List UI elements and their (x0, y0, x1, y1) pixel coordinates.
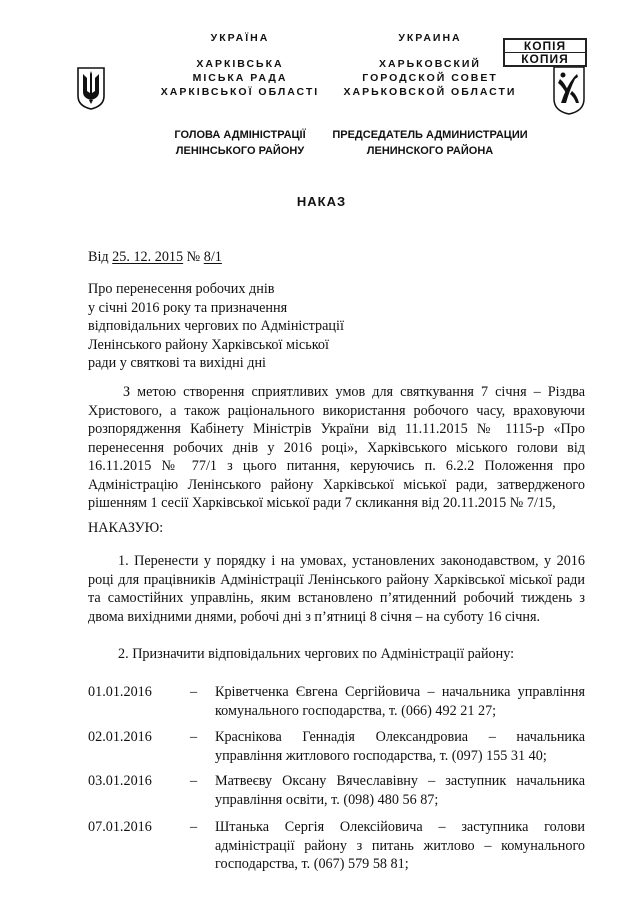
duty-dash: – (190, 773, 198, 789)
header-head-ru-line: ПРЕДСЕДАТЕЛЬ АДМИНИСТРАЦИИ (332, 129, 528, 141)
header-council-ru (325, 57, 535, 99)
order-subject (88, 280, 408, 373)
header-country-ua: УКРАЇНА (210, 32, 270, 44)
subject-line: ради у святкові та вихідні дні (88, 355, 266, 371)
header-country-ru: УКРАИНА (398, 32, 462, 44)
duty-description: Матвеєву Оксану Вячеславівну – заступник начальника управління освіти, т. (098) 480 56 87; (215, 773, 585, 808)
duty-date: 07.01.2016 (88, 819, 152, 835)
header-head-ru-line: ЛЕНИНСКОГО РАЙОНА (366, 145, 494, 157)
header-council-ua-line: МІСЬКА РАДА (192, 72, 288, 84)
copy-stamp-ru: КОПИЯ (521, 52, 569, 66)
header-head-ru (315, 127, 545, 159)
header-head-ua-line: ГОЛОВА АДМІНІСТРАЦІЇ (174, 129, 306, 141)
order-item-2: 2. Призначити відповідальних чергових по Адміністрації району: (118, 646, 515, 662)
duty-dash: – (190, 684, 198, 700)
subject-line: Ленінського району Харківської міської (88, 336, 329, 353)
order-number: 8/1 (203, 249, 222, 265)
duty-description: Кріветченка Євгена Сергійовича – начальника управління комунального господарства, т. (066) 492 21 27; (215, 684, 585, 719)
preamble-paragraph: З метою створення сприятливих умов для святкування 7 січня – Різдва Христового, а також раціонального використання робочого часу, враховуючи розпорядження Кабінету Міністрів України від 11.11.2015 № 1115-р «Про перенесення робочих днів у 2016 році», Харківського міського голови від 16.11.2015 № 77/1 з цього питання, керуючись п. 6.2.2 Положення про Адміністрацію Ленінського району Харківської міської ради, затвердженого рішенням 1 сесії Харківської міської ради 7 скликання від 20.11.2015 № 7/15, (88, 384, 585, 511)
order-item-1: 1. Перенести у порядку і на умовах, установлених законодавством, у 2016 році для працівників Адміністрації Ленінського району Харківської міської ради та самостійних управлінь, яким встановлено п’ятиденний робочий тиждень з двома вихідними днями, робочі дні з п’ятниці 8 січня – на суботу 16 січня. (88, 553, 585, 625)
header-head-ua-line: ЛЕНІНСЬКОГО РАЙОНУ (175, 145, 305, 157)
subject-line: у січні 2016 року та призначення (88, 299, 288, 316)
header-council-ru-line: ХАРЬКОВСКИЙ (379, 58, 481, 70)
header-council-ua-line: ХАРКІВСЬКОЇ ОБЛАСТІ (160, 86, 320, 98)
duty-description: Краснікова Геннадія Олександровиа – начальника управління житлового господарства, т. (097) 155 31 40; (215, 729, 585, 764)
header-council-ua-line: ХАРКІВСЬКА (196, 58, 284, 70)
subject-line: Про перенесення робочих днів (88, 281, 275, 297)
duty-description: Штанька Сергія Олексійовича – заступника голови адміністрації району з питань житлово – комунального господарства, т. (067) 579 58 81; (215, 819, 585, 872)
number-sign: № (186, 249, 201, 265)
header-council-ru-line: ГОРОДСКОЙ СОВЕТ (362, 72, 498, 84)
duty-date: 02.01.2016 (88, 729, 152, 745)
duty-dash: – (190, 819, 198, 835)
document-title: НАКАЗ (296, 194, 347, 209)
order-word: НАКАЗУЮ: (88, 520, 164, 536)
trident-icon (76, 66, 106, 110)
header-council-ru-line: ХАРЬКОВСКОЙ ОБЛАСТИ (343, 86, 517, 98)
kharkiv-coat-of-arms-icon (552, 65, 586, 115)
header-council-ua (140, 57, 340, 99)
duty-date: 01.01.2016 (88, 684, 152, 700)
copy-stamp-ua: КОПІЯ (505, 40, 585, 53)
duty-dash: – (190, 729, 198, 745)
order-date: 25. 12. 2015 (112, 249, 184, 265)
duty-date: 03.01.2016 (88, 773, 152, 789)
order-date-line (88, 248, 222, 267)
subject-line: відповідальних чергових по Адміністрації (88, 318, 344, 334)
date-prefix: Від (88, 249, 109, 265)
